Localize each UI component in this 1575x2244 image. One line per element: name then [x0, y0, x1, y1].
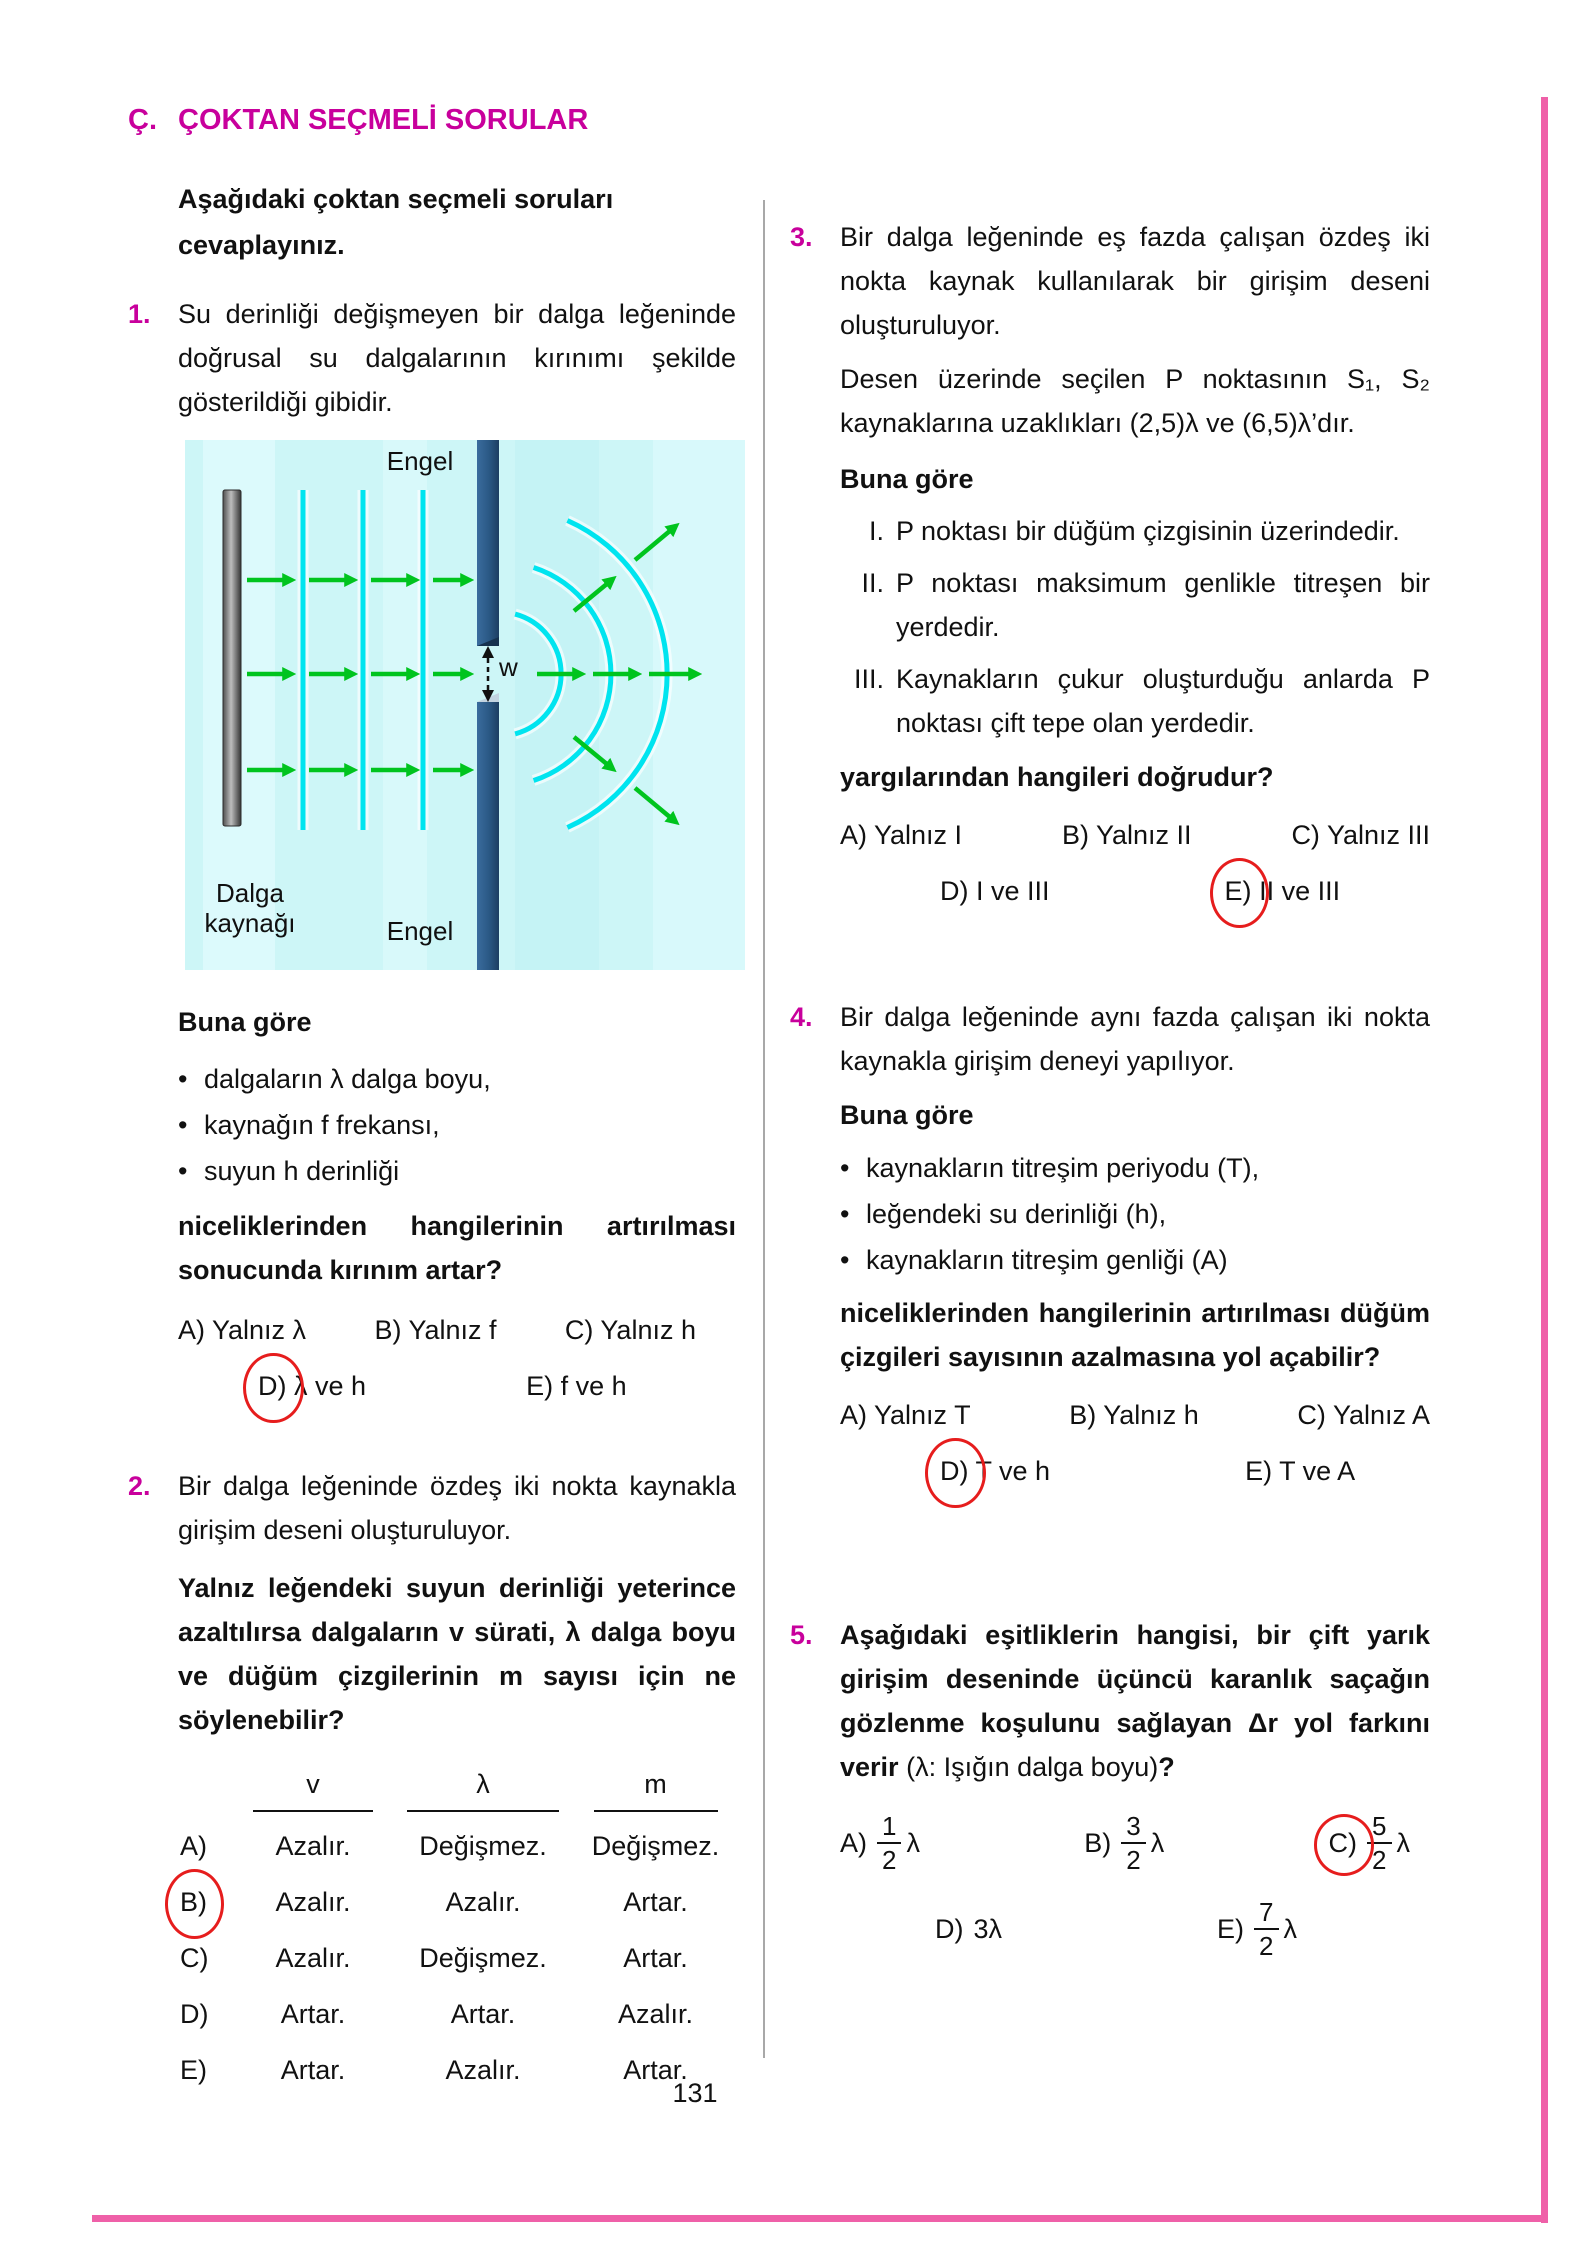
q4-options-row-2: [840, 1449, 1430, 1493]
q5-question: Aşağıdaki eşitliklerin hangisi, bir çift yarık girişim deseninde üçüncü karanlık saçağın gözlenme koşulunu sağlayan Δr yol farkını verir (λ: Işığın dalga boyu)?: [840, 1620, 1430, 1782]
q2-row-d: D) Artar. Artar. Azalır.: [180, 1999, 694, 2029]
wave-source-label: Dalga kaynağı: [204, 878, 296, 938]
q2-col-lambda: λ: [388, 1762, 578, 1812]
q5-option-e: E) $\frac{7}{2}$ λ: [1217, 1897, 1297, 1961]
q5-option-c: C) $\frac{5}{2}$ λ: [1328, 1811, 1410, 1875]
question-1-text: Su derinliği değişmeyen bir dalga leğeninde doğrusal su dalgalarının kırınımı şekilde gösterildiği gibidir.: [178, 299, 736, 417]
bullet-icon: •: [840, 1153, 850, 1183]
q3-options-row-1: [840, 813, 1430, 857]
answer-circle: D): [940, 1449, 969, 1493]
q2-answer-table: [178, 1762, 736, 2098]
page-frame-bottom: [92, 2215, 1548, 2222]
q2-table-header: [178, 1762, 736, 1812]
section-intro: Aşağıdaki çoktan seçmeli soruları cevaplayınız.: [178, 184, 614, 260]
section-title: ÇOKTAN SEÇMELİ SORULAR: [178, 104, 589, 136]
question-2-text: Bir dalga leğeninde özdeş iki nokta kaynakla girişim deseni oluşturuluyor.: [178, 1471, 736, 1545]
q2-col-m: m: [578, 1762, 733, 1812]
q2-row-e: E) Artar. Azalır. Artar.: [180, 2055, 688, 2085]
question-3-text2: Desen üzerinde seçilen P noktasının S₁, S₂ kaynaklarına uzaklıkları (2,5)λ ve (6,5)λ’dır.: [840, 364, 1430, 438]
q1-option-a: A) Yalnız λ: [178, 1315, 307, 1345]
q4-option-b: B) Yalnız h: [1069, 1400, 1199, 1430]
q5-option-a: A) $\frac{1}{2}$ λ: [840, 1811, 920, 1875]
q3-options-row-2: [840, 869, 1430, 913]
question-3-text: Bir dalga leğeninde eş fazda çalışan özdeş iki nokta kaynak kullanılarak bir girişim deseni oluşturuluyor.: [840, 222, 1430, 340]
q3-option-c: C) Yalnız III: [1291, 820, 1430, 850]
q1-options-row-1: [178, 1308, 736, 1352]
q5-option-d: D) 3λ: [935, 1914, 1003, 1944]
left-column: [128, 100, 736, 2098]
q4-option-e: E) T ve A: [1245, 1456, 1356, 1486]
q4-bullet-1-text: kaynakların titreşim periyodu (T),: [866, 1153, 1260, 1183]
q4-bullet-2: [840, 1191, 1430, 1237]
question-5-number: 5.: [790, 1620, 813, 1650]
q3-item-2: II. P noktası maksimum genlikle titreşen bir yerdedir.: [861, 568, 1430, 642]
q2-row-a: A) Azalır. Değişmez. Değişmez.: [180, 1831, 720, 1861]
q3-lead: Buna göre: [840, 464, 974, 494]
q4-lead: Buna göre: [840, 1100, 974, 1130]
q1-question: niceliklerinden hangilerinin artırılması sonucunda kırınım artar?: [178, 1211, 736, 1285]
column-divider: [763, 200, 765, 2058]
bullet-icon: •: [840, 1245, 850, 1275]
q1-bullet-3: [178, 1148, 736, 1194]
wave-source-bar: [223, 490, 241, 826]
q1-options-row-2: [178, 1364, 736, 1408]
q2-col-v: v: [238, 1762, 388, 1812]
page-number: 131: [672, 2078, 718, 2108]
q3-option-e: E) II ve III: [1225, 869, 1341, 913]
q3-option-a: A) Yalnız I: [840, 820, 963, 850]
barrier-label-top: Engel: [386, 446, 454, 476]
bullet-icon: •: [840, 1199, 850, 1229]
q3-question: yargılarından hangileri doğrudur?: [840, 762, 1274, 792]
barrier-label-bottom: Engel: [386, 916, 454, 946]
q1-bullet-3-text: suyun h derinliği: [204, 1156, 400, 1186]
q4-bullet-2-text: leğendeki su derinliği (h),: [866, 1199, 1167, 1229]
q5-option-b: B) $\frac{3}{2}$ λ: [1084, 1811, 1165, 1875]
bullet-icon: •: [178, 1156, 188, 1186]
right-column: [790, 215, 1430, 1961]
section-header: [128, 100, 736, 140]
q2-row-c: C) Azalır. Değişmez. Artar.: [180, 1943, 688, 1973]
bullet-icon: •: [178, 1064, 188, 1094]
q1-bullet-1: [178, 1056, 736, 1102]
question-3: [790, 215, 1430, 913]
q2-row-b: B) Azalır. Azalır. Artar.: [178, 1874, 736, 1930]
q3-option-b: B) Yalnız II: [1061, 820, 1192, 850]
question-3-number: 3.: [790, 222, 813, 252]
q1-bullet-2: [178, 1102, 736, 1148]
answer-circle: E): [1225, 869, 1252, 913]
q5-options-row-2: [840, 1897, 1430, 1961]
q1-lead: Buna göre: [178, 1007, 312, 1037]
answer-circle: B): [180, 1880, 207, 1924]
q4-option-d: D) T ve h: [940, 1449, 1050, 1493]
question-4-text: Bir dalga leğeninde aynı fazda çalışan iki nokta kaynakla girişim deneyi yapılıyor.: [840, 1002, 1430, 1076]
question-2: [128, 1464, 736, 2098]
section-letter: Ç.: [128, 104, 157, 136]
q4-bullet-3-text: kaynakların titreşim genliği (A): [866, 1245, 1228, 1275]
page-frame-right: [1541, 97, 1548, 2223]
q4-question: niceliklerinden hangilerinin artırılması düğüm çizgileri sayısının azalmasına yol açabilir?: [840, 1298, 1430, 1372]
q1-option-e: E) f ve h: [526, 1371, 627, 1401]
barrier-upper: [477, 440, 499, 646]
q4-option-c: C) Yalnız A: [1297, 1400, 1430, 1430]
q3-item-1: I. P noktası bir düğüm çizgisinin üzerindedir.: [868, 516, 1400, 546]
q1-option-d: D) λ ve h: [258, 1364, 366, 1408]
question-4-number: 4.: [790, 1002, 813, 1032]
answer-circle: D): [258, 1364, 287, 1408]
question-2-number: 2.: [128, 1471, 151, 1501]
q4-bullet-3: [840, 1237, 1430, 1283]
question-1-number: 1.: [128, 299, 151, 329]
gap-width-label: w: [499, 652, 518, 682]
q3-item-3: III. Kaynakların çukur oluşturduğu anlarda P noktası çift tepe olan yerdedir.: [853, 664, 1430, 738]
q1-bullet-2-text: kaynağın f frekansı,: [204, 1110, 440, 1140]
q1-bullet-1-text: dalgaların λ dalga boyu,: [204, 1064, 491, 1094]
barrier-lower: [477, 693, 499, 970]
q4-bullet-1: [840, 1145, 1430, 1191]
q5-options-row-1: [840, 1811, 1430, 1875]
bullet-icon: •: [178, 1110, 188, 1140]
q2-question: Yalnız leğendeki suyun derinliği yeterince azaltılırsa dalgaların v sürati, λ dalga boyu ve düğüm çizgilerinin m sayısı için ne söylenebilir?: [178, 1573, 736, 1735]
q1-option-b: B) Yalnız f: [374, 1315, 497, 1345]
question-5: [790, 1613, 1430, 1961]
question-4: [790, 995, 1430, 1493]
question-1: [128, 292, 736, 1408]
q1-diffraction-diagram: [185, 440, 745, 970]
answer-circle: C): [1329, 1825, 1358, 1861]
q1-option-c: C) Yalnız h: [564, 1315, 696, 1345]
q3-option-d: D) I ve III: [940, 876, 1050, 906]
q4-option-a: A) Yalnız T: [840, 1400, 971, 1430]
q4-options-row-1: [840, 1393, 1430, 1437]
